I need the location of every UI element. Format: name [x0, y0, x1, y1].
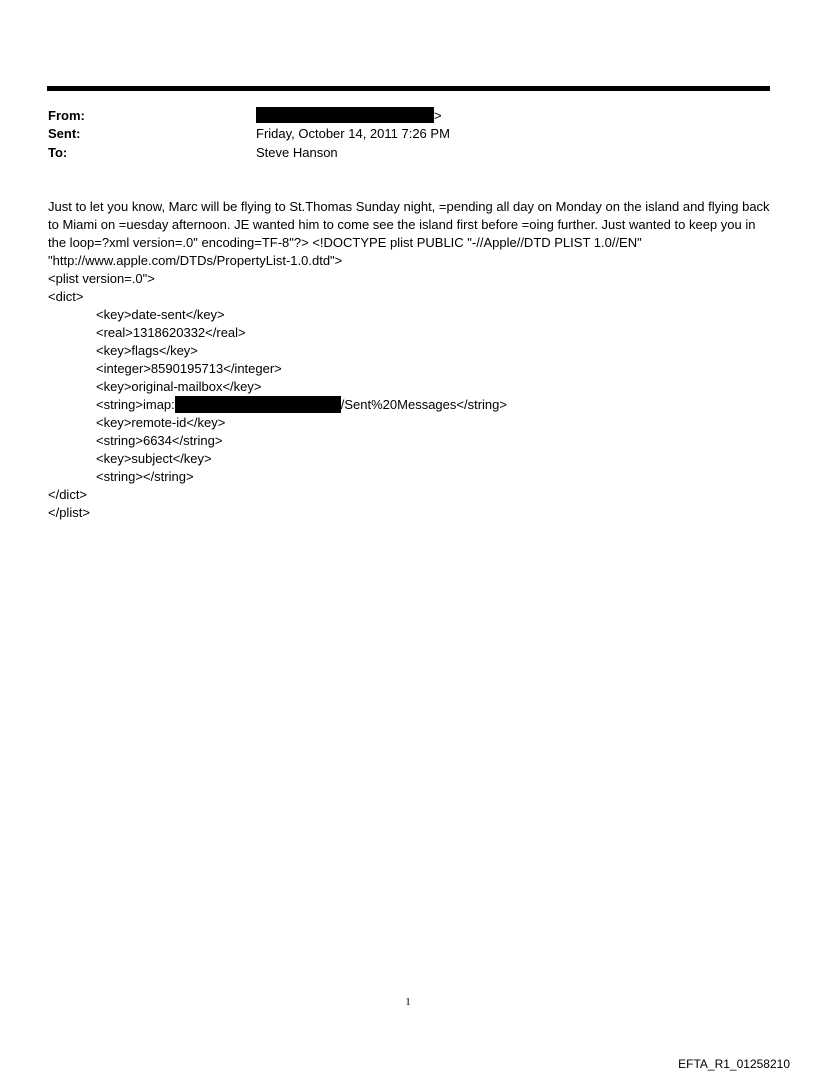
- dict-open-line: <dict>: [48, 289, 84, 304]
- key-date-sent-line: <key>date-sent</key>: [96, 307, 225, 322]
- dict-close-line: </dict>: [48, 487, 88, 502]
- to-value: Steve Hanson: [256, 145, 338, 160]
- page-number: 1: [405, 996, 411, 1008]
- to-label: To:: [48, 145, 68, 160]
- real-value-line: <real>1318620332</real>: [96, 325, 246, 340]
- imap-prefix: <string>imap:: [96, 397, 175, 412]
- sent-value: Friday, October 14, 2011 7:26 PM: [256, 126, 450, 141]
- from-suffix: >: [434, 108, 442, 123]
- string-empty-line: <string></string>: [96, 469, 194, 484]
- from-value: [256, 107, 442, 124]
- plist-open-line: <plist version=.0">: [48, 271, 155, 286]
- from-redaction: [256, 107, 434, 123]
- sent-label: Sent:: [48, 126, 81, 141]
- integer-value-line: <integer>8590195713</integer>: [96, 361, 282, 376]
- key-remote-id-line: <key>remote-id</key>: [96, 415, 226, 430]
- imap-redaction: [175, 396, 341, 413]
- imap-suffix: /Sent%20Messages</string>: [340, 397, 507, 412]
- header-rule: [47, 86, 770, 91]
- bates-number: EFTA_R1_01258210: [678, 1057, 790, 1071]
- from-label: From:: [48, 108, 85, 123]
- imap-string-line: [48, 396, 507, 414]
- key-subject-line: <key>subject</key>: [96, 451, 212, 466]
- string-6634-line: <string>6634</string>: [96, 433, 223, 448]
- key-original-mailbox-line: <key>original-mailbox</key>: [96, 379, 262, 394]
- message-body: Just to let you know, Marc will be flying to St.Thomas Sunday night, =pending all day on Monday on the island and flying back to Miami on =uesday afternoon. JE wanted him to come see the island first before =oing further. Just wanted to keep you in the loop=?xml version=.0" encoding=TF-8"?> <!DOCTYPE plist PUBLIC "-//Apple//DTD PLIST 1.0//EN" "http://www.apple.com/DTDs/PropertyList-1.0.dtd">: [48, 199, 774, 268]
- plist-close-line: </plist>: [48, 505, 90, 520]
- plist-block: [48, 270, 507, 522]
- key-flags-line: <key>flags</key>: [96, 343, 198, 358]
